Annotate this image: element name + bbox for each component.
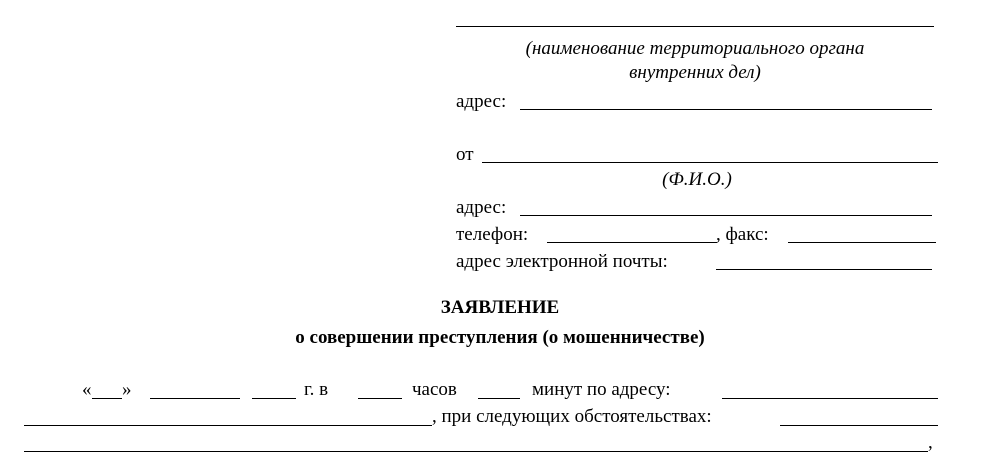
day-line[interactable] <box>92 398 122 399</box>
year-suffix: г. в <box>304 379 329 400</box>
minute-line[interactable] <box>478 398 520 399</box>
minutes-address-label: минут по адресу: <box>532 379 671 400</box>
address-line-1[interactable] <box>520 109 932 110</box>
address-line-2[interactable] <box>520 215 932 216</box>
email-label: адрес электронной почты: <box>456 251 668 272</box>
quote-open: « <box>82 379 92 400</box>
phone-line[interactable] <box>547 242 717 243</box>
hours-label: часов <box>412 379 457 400</box>
incident-address-line-1[interactable] <box>722 398 938 399</box>
hour-line[interactable] <box>358 398 402 399</box>
fax-label: , факс: <box>716 224 769 245</box>
fax-line[interactable] <box>788 242 936 243</box>
from-fio-line[interactable] <box>482 162 938 163</box>
organ-caption-line2: внутренних дел) <box>629 62 761 83</box>
circumstances-label: , при следующих обстоятельствах: <box>432 406 712 427</box>
fio-caption: (Ф.И.О.) <box>662 169 732 190</box>
year-line[interactable] <box>252 398 296 399</box>
address-label-2: адрес: <box>456 197 507 218</box>
month-line[interactable] <box>150 398 240 399</box>
document-title: ЗАЯВЛЕНИЕ <box>440 297 560 318</box>
circumstances-line-1[interactable] <box>780 425 938 426</box>
trailing-comma: , <box>928 432 933 453</box>
organ-name-line[interactable] <box>456 26 934 27</box>
circumstances-line-2[interactable] <box>24 451 928 452</box>
email-line[interactable] <box>716 269 932 270</box>
document-subtitle: о совершении преступления (о мошенничестве) <box>295 327 705 348</box>
from-label: от <box>456 144 474 165</box>
organ-caption-line1: (наименование территориального органа <box>525 38 865 59</box>
address-label-1: адрес: <box>456 91 507 112</box>
phone-label: телефон: <box>456 224 529 245</box>
quote-close: » <box>122 379 132 400</box>
incident-address-line-2[interactable] <box>24 425 432 426</box>
